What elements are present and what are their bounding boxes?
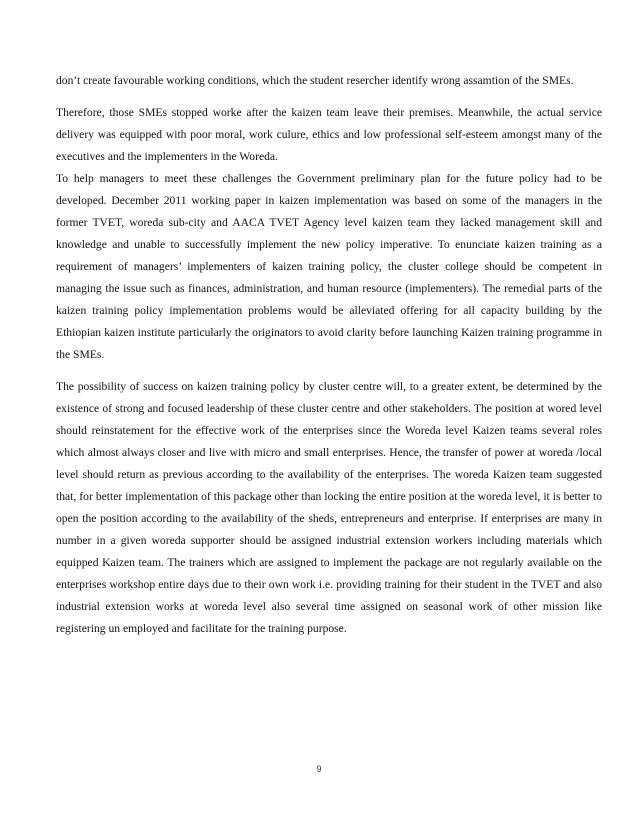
paragraph-3: To help managers to meet these challenges the Government preliminary plan for the future policy had to be developed. December 2011 working paper in kaizen implementation was based on some of the managers in the former TVET, woreda sub-city and AACA TVET Agency level kaizen team they lacked management skill and knowledge and unable to successfully implement the new policy imperative. To enunciate kaizen training as a requirement of managers’ implementers of kaizen training policy, the cluster college should be competent in managing the issue such as finances, administration, and human resource (implementers). The remedial parts of the kaizen training policy implementation problems would be alleviated offering for all capacity building by the Ethiopian kaizen institute particularly the originators to avoid clarity before launching Kaizen training programme in the SMEs. <box>56 172 602 361</box>
page-number: 9 <box>316 764 322 774</box>
paragraph-2: Therefore, those SMEs stopped worke after the kaizen team leave their premises. Meanwhile, the actual service delivery was equipped with poor moral, work culure, ethics and low professional self-esteem amongst many of the executives and the implementers in the Woreda. <box>56 106 602 163</box>
paragraph-4: The possibility of success on kaizen training policy by cluster centre will, to a greater extent, be determined by the existence of strong and focused leadership of these cluster centre and other stakeholders. The position at wored level should reinstatement for the effective work of the enterprises since the Woreda level Kaizen teams several roles which almost always closer and live with micro and small enterprises. Hence, the transfer of power at woreda /local level should return as previous according to the availability of the enterprises. The woreda Kaizen team suggested that, for better implementation of this package other than locking the entire position at the woreda level, it is better to open the position according to the availability of the sheds, entrepreneurs and enterprise. If enterprises are many in number in a given woreda supporter should be assigned industrial extension workers including materials which equipped Kaizen team. The trainers which are assigned to implement the package are not regularly available on the enterprises workshop entire days due to their own work i.e. providing training for their student in the TVET and also industrial extension works at woreda level also several time assigned on seasonal work of other mission like registering un employed and facilitate for the training purpose. <box>56 380 602 635</box>
paragraph-1: don’t create favourable working conditions, which the student resercher identify wrong assamtion of the SMEs. <box>56 74 574 87</box>
document-page <box>56 70 602 640</box>
